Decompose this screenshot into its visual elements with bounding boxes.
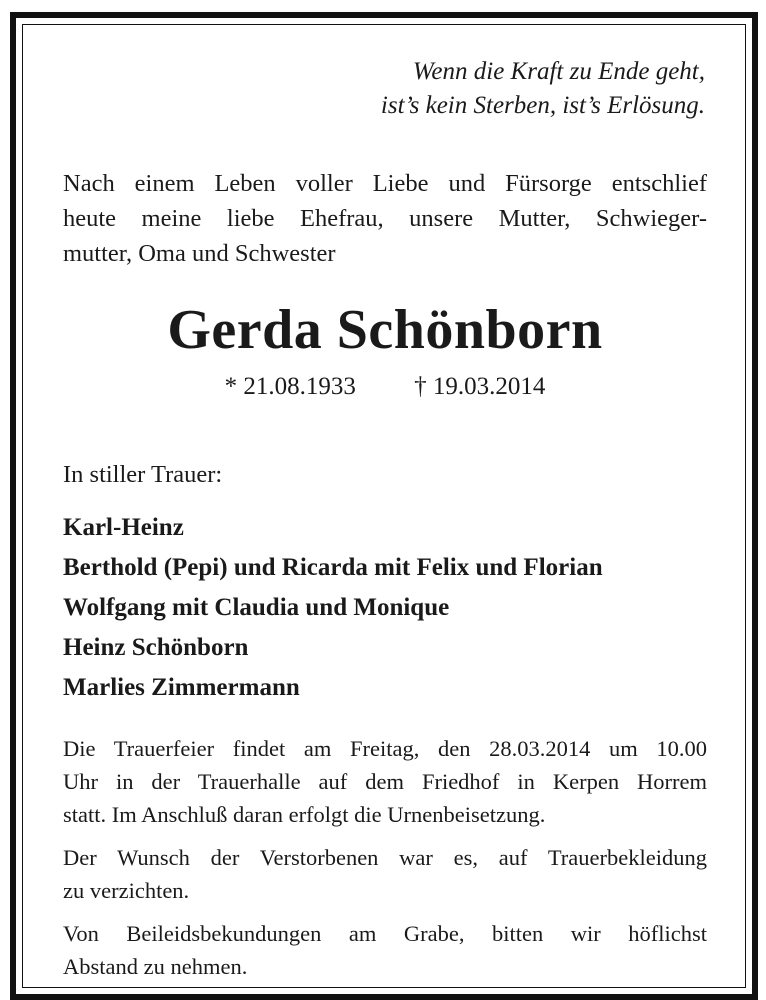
- relative-name: Wolfgang mit Claudia und Monique: [63, 594, 450, 621]
- obituary-content: [63, 55, 707, 983]
- mourning-label: In stiller Trauer:: [63, 461, 223, 488]
- wish-line-1: Der Wunsch der Verstorbenen war es, auf Trauerbekleidung: [63, 845, 707, 870]
- relative-name: Heinz Schönborn: [63, 634, 249, 661]
- life-dates: [63, 372, 707, 402]
- funeral-notice: [63, 732, 707, 831]
- death-date: † 19.03.2014: [414, 373, 546, 400]
- intro-text: [63, 166, 707, 271]
- birth-date: * 21.08.1933: [224, 373, 356, 400]
- motto-line-2: ist’s kein Sterben, ist’s Erlösung.: [380, 92, 705, 119]
- relative-name: Marlies Zimmermann: [63, 674, 300, 701]
- relatives-list: [63, 508, 707, 708]
- funeral-line-2: Uhr in der Trauerhalle auf dem Friedhof in Kerpen Horrem: [63, 769, 707, 794]
- wish-line-2: zu verzichten.: [63, 878, 190, 903]
- relative-name: Berthold (Pepi) und Ricarda mit Felix und Florian: [63, 554, 603, 581]
- condolence-line-1: Von Beileidsbekundungen am Grabe, bitten wir höflichst: [63, 921, 707, 946]
- intro-line-3: mutter, Oma und Schwester: [63, 240, 336, 267]
- intro-line-1: Nach einem Leben voller Liebe und Fürsorge entschlief: [63, 170, 707, 197]
- condolence-line-2: Abstand zu nehmen.: [63, 954, 248, 979]
- funeral-line-1: Die Trauerfeier findet am Freitag, den 28.03.2014 um 10.00: [63, 736, 707, 761]
- obituary-border-inner: [22, 24, 746, 988]
- intro-line-2: heute meine liebe Ehefrau, unsere Mutter, Schwieger-: [63, 205, 707, 232]
- dress-wish-notice: [63, 841, 707, 907]
- deceased-name: Gerda Schönborn: [167, 299, 603, 361]
- obituary-border-outer: [10, 12, 758, 1000]
- motto: [63, 55, 705, 123]
- relative-name: Karl-Heinz: [63, 514, 184, 541]
- condolence-notice: [63, 917, 707, 983]
- motto-line-1: Wenn die Kraft zu Ende geht,: [412, 58, 705, 85]
- funeral-line-3: statt. Im Anschluß daran erfolgt die Urnenbeisetzung.: [63, 802, 546, 827]
